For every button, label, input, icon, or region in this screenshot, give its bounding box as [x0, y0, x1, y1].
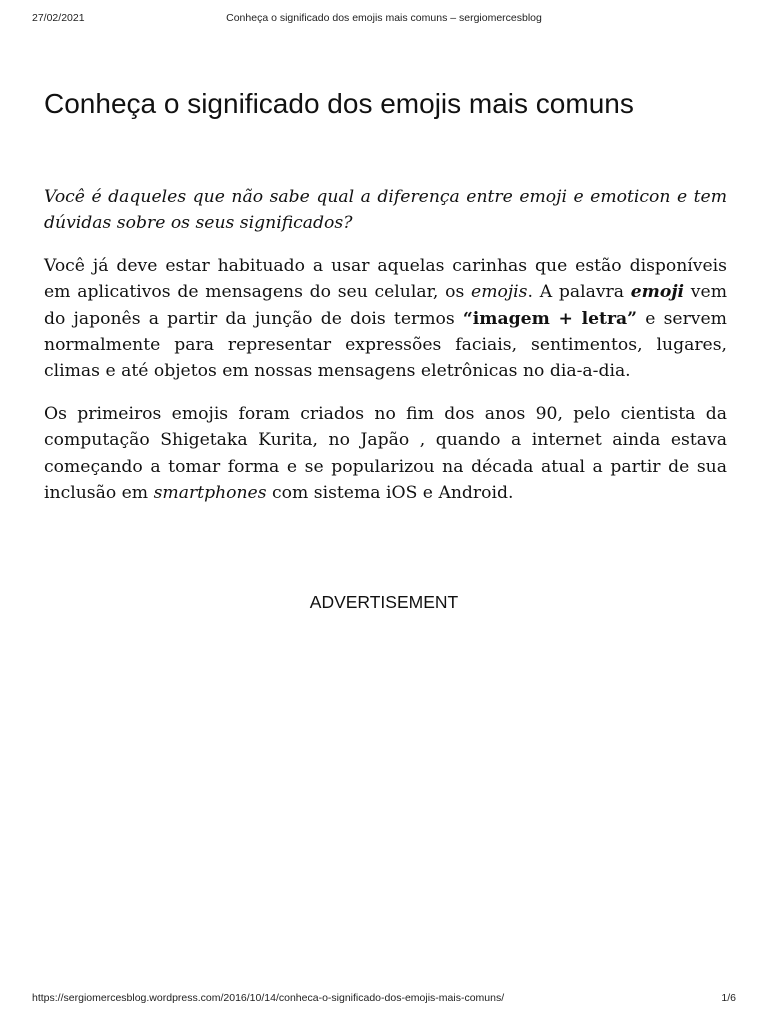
- paragraph-emoji-definition: [44, 253, 727, 385]
- print-page-title: Conheça o significado dos emojis mais comuns – sergiomercesblog: [226, 12, 542, 24]
- strong-imagem-letra: “imagem + letra”: [462, 308, 638, 329]
- emphasis-emojis: emojis: [471, 282, 528, 303]
- text-segment: vem do japonês a partir da junção de dois termos: [44, 282, 727, 329]
- article-body: [44, 184, 727, 506]
- text-segment: Os primeiros emojis foram criados no fim dos anos 90, pelo cientista da computação Shigetaka Kurita, no Japão , quando a internet ainda estava começando a tomar forma e se popularizou na década atual a partir de sua inclusão em: [44, 403, 727, 504]
- print-url: https://sergiomercesblog.wordpress.com/2016/10/14/conheca-o-significado-dos-emojis-mais-comuns/: [32, 992, 505, 1004]
- advertisement-label: ADVERTISEMENT: [309, 592, 459, 612]
- text-segment: . A palavra: [527, 282, 631, 303]
- text-segment: com sistema iOS e Android.: [266, 483, 514, 504]
- text-segment: Você já deve estar habituado a usar aquelas carinhas que estão disponíveis em aplicativos de mensagens do seu celular, os: [44, 255, 727, 303]
- text-segment: e servem normalmente para representar expressões faciais, sentimentos, lugares, climas e até objetos em nossas mensagens eletrônicas no dia-a-dia.: [44, 308, 727, 382]
- lead-paragraph: Você é daqueles que não sabe qual a diferença entre emoji e emoticon e tem dúvidas sobre os seus significados?: [44, 187, 727, 234]
- post-title: Conheça o significado dos emojis mais comuns: [44, 88, 634, 119]
- strong-emoji: emoji: [630, 282, 685, 303]
- page-counter: 1/6: [721, 992, 736, 1004]
- emphasis-smartphones: smartphones: [153, 483, 267, 504]
- print-date: 27/02/2021: [32, 12, 85, 24]
- paragraph-emoji-history: [44, 401, 727, 507]
